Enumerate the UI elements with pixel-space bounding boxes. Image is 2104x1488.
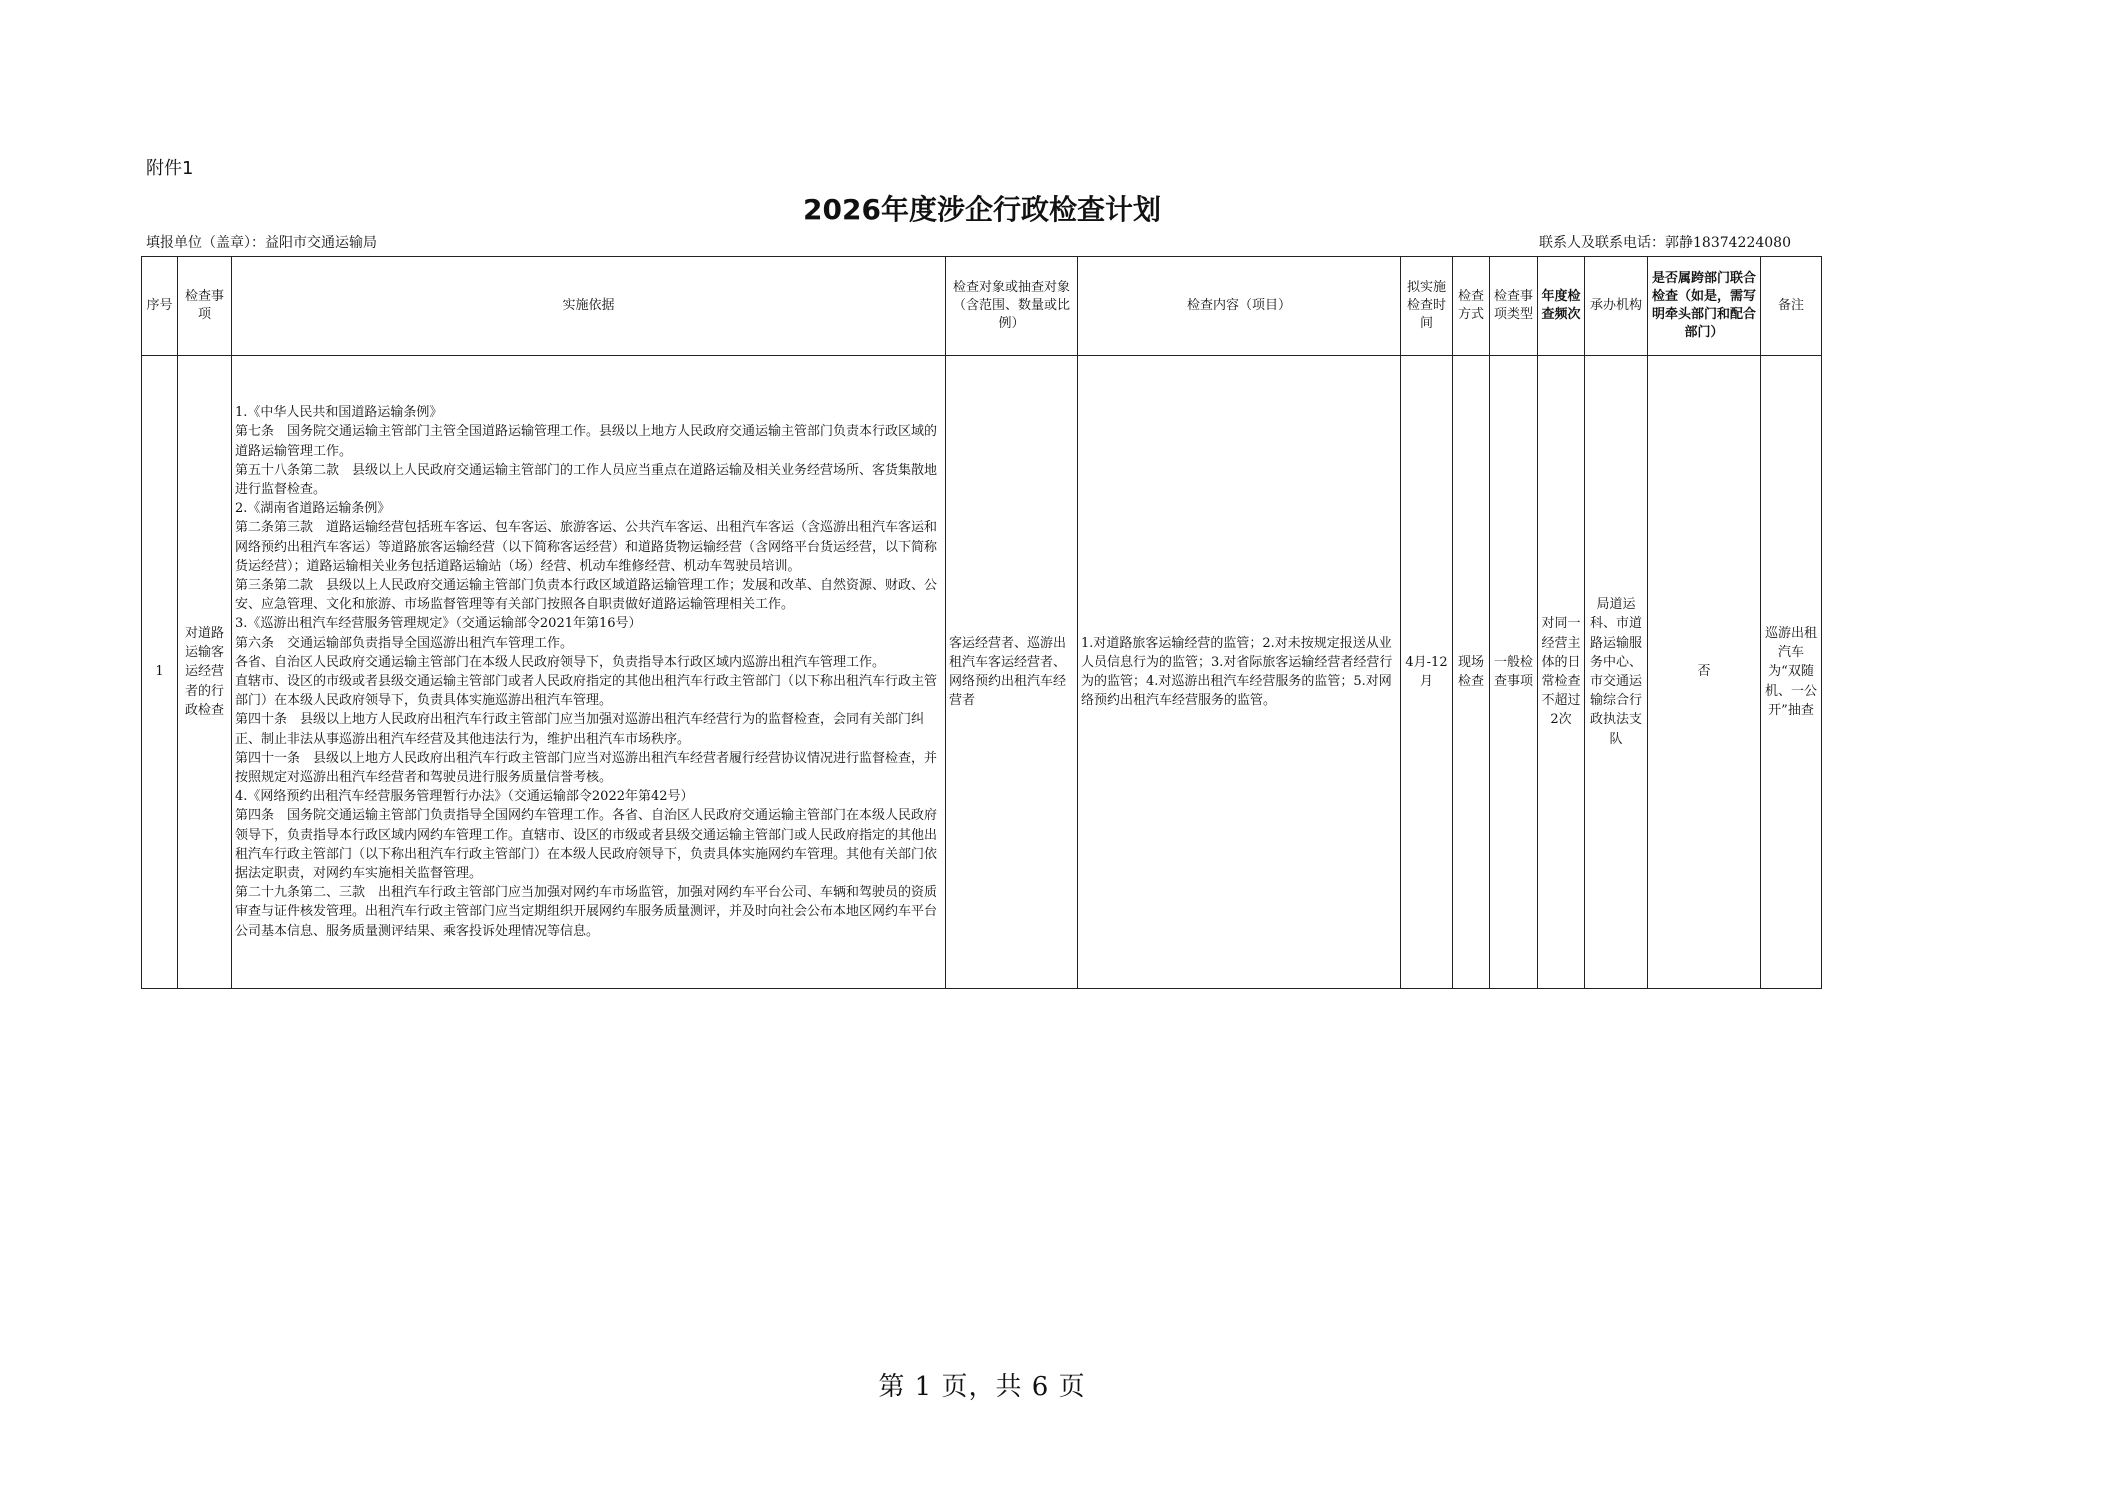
basis-line: 3.《巡游出租汽车经营服务管理规定》（交通运输部令2021年第16号）	[235, 616, 642, 632]
basis-line: 1.《中华人民共和国道路运输条例》	[235, 405, 443, 421]
basis-line: 第二十九条第二、三款 出租汽车行政主管部门应当加强对网约车市场监管，加强对网约车平台公司、车辆和驾驶员的资质审查与证件核发管理。出租汽车行政主管部门应当定期组织开展网约车服务质量测评，并及时向社会公布本地区网约车平台公司基本信息、服务质量测评结果、乘客投诉处理情况等信息。	[235, 885, 938, 939]
basis-line: 直辖市、设区的市级或者县级交通运输主管部门或者人民政府指定的其他出租汽车行政主管部门（以下称出租汽车行政主管部门）在本级人民政府领导下，负责具体实施巡游出租汽车管理。	[235, 674, 938, 709]
cell-target: 客运经营者、巡游出租汽车客运经营者、网络预约出租汽车经营者	[946, 356, 1078, 989]
cell-seq: 1	[142, 356, 178, 989]
header-type: 检查事项类型	[1490, 257, 1538, 356]
header-remark: 备注	[1761, 257, 1822, 356]
page-footer: 第 1 页，共 6 页	[878, 1372, 1086, 1402]
inspection-plan-table	[141, 256, 1822, 989]
page-title: 2026年度涉企行政检查计划	[803, 193, 1161, 226]
basis-line: 第五十八条第二款 县级以上人民政府交通运输主管部门的工作人员应当重点在道路运输及相关业务经营场所、客货集散地进行监督检查。	[235, 462, 938, 497]
cell-remark: 巡游出租汽车为“双随机、一公开”抽查	[1761, 356, 1822, 989]
basis-line: 第六条 交通运输部负责指导全国巡游出租汽车管理工作。	[235, 635, 574, 651]
cell-joint: 否	[1648, 356, 1761, 989]
basis-line: 第四十一条 县级以上地方人民政府出租汽车行政主管部门应当对巡游出租汽车经营者履行经营协议情况进行监督检查，并按照规定对巡游出租汽车经营者和驾驶员进行服务质量信誉考核。	[235, 750, 938, 786]
header-frequency: 年度检查频次	[1538, 257, 1585, 356]
header-content: 检查内容（项目）	[1078, 257, 1401, 356]
cell-agency: 局道运科、市道路运输服务中心、市交通运输综合行政执法支队	[1585, 356, 1648, 989]
basis-line: 第四十条 县级以上地方人民政府出租汽车行政主管部门应当加强对巡游出租汽车经营行为的监督检查，会同有关部门纠正、制止非法从事巡游出租汽车经营及其他违法行为，维护出租汽车市场秩序。	[235, 712, 925, 747]
header-method: 检查方式	[1453, 257, 1490, 356]
basis-line: 第三条第二款 县级以上人民政府交通运输主管部门负责本行政区域道路运输管理工作；发展和改革、自然资源、财政、公安、应急管理、文化和旅游、市场监督管理等有关部门按照各自职责做好道路运输管理相关工作。	[235, 577, 938, 613]
cell-basis	[232, 356, 946, 989]
header-seq: 序号	[142, 257, 178, 356]
basis-line: 各省、自治区人民政府交通运输主管部门在本级人民政府领导下，负责指导本行政区域内巡游出租汽车管理工作。	[235, 654, 886, 670]
annex-label: 附件1	[146, 158, 194, 179]
cell-method: 现场检查	[1453, 356, 1490, 989]
cell-item: 对道路运输客运经营者的行政检查	[178, 356, 232, 989]
header-basis: 实施依据	[232, 257, 946, 356]
basis-line: 第二条第三款 道路运输经营包括班车客运、包车客运、旅游客运、公共汽车客运、出租汽车客运（含巡游出租汽车客运和网络预约出租汽车客运）等道路旅客运输经营（以下简称客运经营）和道路货物运输经营（含网络平台货运经营，以下简称货运经营）；道路运输相关业务包括道路运输站（场）经营、机动车维修经营、机动车驾驶员培训。	[235, 520, 938, 574]
basis-line: 第七条 国务院交通运输主管部门主管全国道路运输管理工作。县级以上地方人民政府交通运输主管部门负责本行政区域的道路运输管理工作。	[235, 424, 938, 459]
header-agency: 承办机构	[1585, 257, 1648, 356]
contact-info: 联系人及联系电话：郭静18374224080	[1539, 235, 1791, 251]
cell-time: 4月-12月	[1401, 356, 1453, 989]
cell-frequency: 对同一经营主体的日常检查不超过2次	[1538, 356, 1585, 989]
cell-type: 一般检查事项	[1490, 356, 1538, 989]
basis-line: 4.《网络预约出租汽车经营服务管理暂行办法》（交通运输部令2022年第42号）	[235, 789, 694, 805]
header-item: 检查事项	[178, 257, 232, 356]
reporting-unit: 填报单位（盖章）：益阳市交通运输局	[146, 235, 377, 251]
table-row	[142, 356, 1822, 989]
table-header-row	[142, 257, 1822, 356]
header-target: 检查对象或抽查对象（含范围、数量或比例）	[946, 257, 1078, 356]
basis-line: 第四条 国务院交通运输主管部门负责指导全国网约车管理工作。各省、自治区人民政府交通运输主管部门在本级人民政府领导下，负责指导本行政区域内网约车管理工作。直辖市、设区的市级或者县级交通运输主管部门或人民政府指定的其他出租汽车行政主管部门（以下称出租汽车行政主管部门）在本级人民政府领导下，负责具体实施网约车管理。其他有关部门依据法定职责，对网约车实施相关监督管理。	[235, 808, 938, 882]
cell-content: 1.对道路旅客运输经营的监管；2.对未按规定报送从业人员信息行为的监管；3.对省际旅客运输经营者经营行为的监管；4.对巡游出租汽车经营服务的监管；5.对网络预约出租汽车经营服务的监管。	[1078, 356, 1401, 989]
header-joint: 是否属跨部门联合检查（如是，需写明牵头部门和配合部门）	[1648, 257, 1761, 356]
header-time: 拟实施检查时间	[1401, 257, 1453, 356]
basis-line: 2.《湖南省道路运输条例》	[235, 501, 391, 517]
